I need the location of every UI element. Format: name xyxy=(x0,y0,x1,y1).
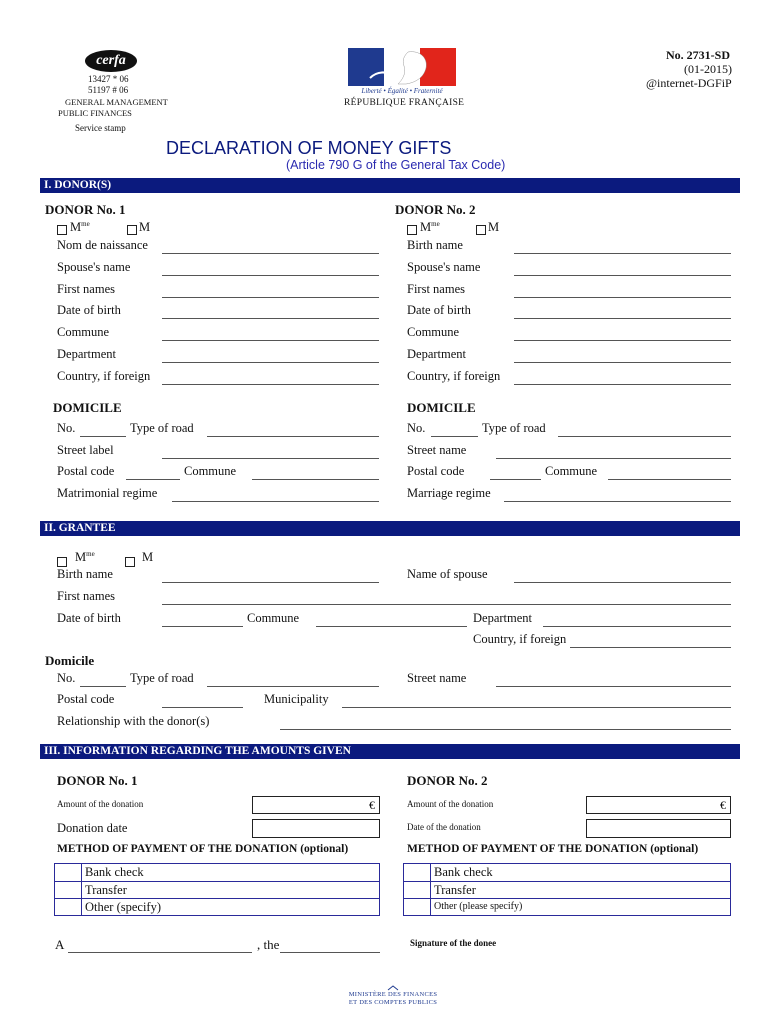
donor2-m-label: M xyxy=(488,220,500,234)
donor2-amount-label: Amount of the donation xyxy=(407,799,494,809)
donor2-date-label: Date of the donation xyxy=(407,822,481,832)
amount-donor1-title: DONOR No. 1 xyxy=(57,773,138,788)
donor2-department-label: Department xyxy=(407,347,467,361)
donor1-dom-commune-field[interactable] xyxy=(252,479,379,480)
donor2-postal-code-label: Postal code xyxy=(407,464,465,478)
donor2-payment-row-other[interactable] xyxy=(404,898,730,916)
grantee-dob-label: Date of birth xyxy=(57,611,121,625)
donor2-spouse-name-label: Spouse's name xyxy=(407,260,481,274)
donor2-m-checkbox[interactable] xyxy=(476,225,486,235)
section-donors-header: I. DONOR(S) xyxy=(40,178,740,193)
grantee-birth-name-field[interactable] xyxy=(162,582,379,583)
grantee-mme-checkbox[interactable] xyxy=(57,557,67,567)
page-subtitle: (Article 790 G of the General Tax Code) xyxy=(286,158,506,172)
donor1-amount-label: Amount of the donation xyxy=(57,799,144,809)
grantee-postal-code-label: Postal code xyxy=(57,692,115,706)
donor1-date-input[interactable] xyxy=(252,819,380,838)
grantee-spouse-name-field[interactable] xyxy=(514,582,731,583)
grantee-commune-label: Commune xyxy=(247,611,300,625)
donor2-birth-name-label: Birth name xyxy=(407,238,463,252)
euro-icon: € xyxy=(720,798,726,812)
grantee-birth-name-label: Birth name xyxy=(57,567,113,581)
donor1-payment-transfer-label: Transfer xyxy=(85,883,127,897)
page-title: DECLARATION OF MONEY GIFTS xyxy=(166,138,452,158)
grantee-street-label: Street name xyxy=(407,671,467,685)
donor2-birth-name-field[interactable] xyxy=(514,253,731,254)
donor2-dob-label: Date of birth xyxy=(407,303,471,317)
place-field[interactable] xyxy=(68,952,252,953)
grantee-commune-field[interactable] xyxy=(316,626,467,627)
donor1-domicile-title: DOMICILE xyxy=(53,400,122,415)
donor1-dob-field[interactable] xyxy=(162,318,379,319)
section-grantee-header: II. GRANTEE xyxy=(40,521,740,536)
donor1-commune-field[interactable] xyxy=(162,340,379,341)
donor1-amount-input[interactable] xyxy=(252,796,380,814)
donor1-mme-checkbox[interactable] xyxy=(57,225,67,235)
donor2-first-names-field[interactable] xyxy=(514,297,731,298)
grantee-municipality-field[interactable] xyxy=(342,707,731,708)
grantee-municipality-label: Municipality xyxy=(264,692,329,706)
euro-icon: € xyxy=(369,798,375,812)
grantee-no-field[interactable] xyxy=(80,686,126,687)
donor1-road-type-field[interactable] xyxy=(207,436,379,437)
donor1-postal-code-label: Postal code xyxy=(57,464,115,478)
donor1-street-field[interactable] xyxy=(162,458,379,459)
donor2-regime-field[interactable] xyxy=(504,501,731,502)
internet-dgfip: @internet-DGFiP xyxy=(646,76,732,90)
donor1-payment-other-label: Other (specify) xyxy=(85,900,162,914)
grantee-spouse-name-label: Name of spouse xyxy=(407,567,488,581)
donor1-department-label: Department xyxy=(57,347,117,361)
grantee-relationship-field[interactable] xyxy=(280,729,731,730)
grantee-postal-code-field[interactable] xyxy=(162,707,243,708)
donor2-payment-table xyxy=(403,863,731,916)
date-label: , the xyxy=(257,937,280,952)
donor2-date-input[interactable] xyxy=(586,819,731,838)
grantee-relationship-label: Relationship with the donor(s) xyxy=(57,714,210,728)
grantee-domicile-title: Domicile xyxy=(45,653,95,668)
donor1-road-type-label: Type of road xyxy=(130,421,194,435)
donor1-m-checkbox[interactable] xyxy=(127,225,137,235)
grantee-department-field[interactable] xyxy=(543,626,731,627)
donor1-country-label: Country, if foreign xyxy=(57,369,151,383)
cerfa-number-2: 51197 # 06 xyxy=(88,85,129,95)
donor1-payment-check-label: Bank check xyxy=(85,865,144,879)
donor2-title: DONOR No. 2 xyxy=(395,202,476,217)
section-amounts-header: III. INFORMATION REGARDING THE AMOUNTS GIVEN xyxy=(40,744,740,759)
donor1-date-label: Donation date xyxy=(57,821,128,835)
marianne-profile-icon xyxy=(348,48,456,86)
donor1-spouse-name-label: Spouse's name xyxy=(57,260,131,274)
grantee-country-field[interactable] xyxy=(570,647,731,648)
grantee-road-type-label: Type of road xyxy=(130,671,194,685)
ministry-logo xyxy=(338,985,448,1007)
donor1-payment-row-check[interactable] xyxy=(55,864,379,881)
donor2-domicile-title: DOMICILE xyxy=(407,400,476,415)
signature-date-field[interactable] xyxy=(280,952,380,953)
donor2-no-field[interactable] xyxy=(431,436,478,437)
grantee-street-field[interactable] xyxy=(496,686,731,687)
donor2-payment-row-transfer[interactable] xyxy=(404,881,730,899)
grantee-road-type-field[interactable] xyxy=(207,686,379,687)
donor2-street-label: Street name xyxy=(407,443,467,457)
donor1-first-names-field[interactable] xyxy=(162,297,379,298)
donor2-department-field[interactable] xyxy=(514,362,731,363)
donor2-payment-row-check[interactable] xyxy=(404,864,730,881)
grantee-dob-field[interactable] xyxy=(162,626,243,627)
donor1-title: DONOR No. 1 xyxy=(45,202,126,217)
marianne-logo xyxy=(348,48,456,86)
donor2-payment-transfer-label: Transfer xyxy=(434,883,476,897)
motto: Liberté • Égalité • Fraternité xyxy=(361,87,443,95)
public-finances: PUBLIC FINANCES xyxy=(58,108,132,118)
donor1-first-names-label: First names xyxy=(57,282,115,296)
donor2-payment-other-label: Other (please specify) xyxy=(434,901,523,912)
donor1-dom-commune-label: Commune xyxy=(184,464,237,478)
donor2-country-label: Country, if foreign xyxy=(407,369,501,383)
donor1-no-field[interactable] xyxy=(80,436,126,437)
donor1-payment-row-transfer[interactable] xyxy=(55,881,379,899)
donor2-spouse-name-field[interactable] xyxy=(514,275,731,276)
cerfa-logo: cerfa xyxy=(85,50,137,72)
donor2-first-names-label: First names xyxy=(407,282,465,296)
cerfa-number-1: 13427 * 06 xyxy=(88,74,129,84)
grantee-m-label: M xyxy=(142,550,154,564)
donor2-commune-label: Commune xyxy=(407,325,460,339)
grantee-first-names-label: First names xyxy=(57,589,115,603)
grantee-country-label: Country, if foreign xyxy=(473,632,567,646)
donor2-amount-input[interactable] xyxy=(586,796,731,814)
donor2-mme-label: $M^{me}$ xyxy=(420,220,440,235)
donor1-spouse-name-field[interactable] xyxy=(162,275,379,276)
donor2-road-type-field[interactable] xyxy=(558,436,731,437)
donor2-country-field[interactable] xyxy=(514,384,731,385)
donor1-birth-name-label: Nom de naissance xyxy=(57,238,148,252)
signature-label: Signature of the donee xyxy=(410,938,497,948)
grantee-mme-label: $M^{me}$ xyxy=(75,550,95,565)
donor2-commune-field[interactable] xyxy=(514,340,731,341)
donor2-method-title: METHOD OF PAYMENT OF THE DONATION (optional) xyxy=(407,843,699,855)
amount-donor2-title: DONOR No. 2 xyxy=(407,773,488,788)
grantee-first-names-field[interactable] xyxy=(162,604,731,605)
donor1-dob-label: Date of birth xyxy=(57,303,121,317)
ministry-line-1: MINISTÈRE DES FINANCES xyxy=(348,991,438,998)
service-stamp: Service stamp xyxy=(75,123,126,133)
donor2-payment-check-label: Bank check xyxy=(434,865,493,879)
donor1-m-label: M xyxy=(139,220,151,234)
donor1-method-title: METHOD OF PAYMENT OF THE DONATION (optional) xyxy=(57,843,349,855)
donor1-regime-field[interactable] xyxy=(172,501,379,502)
donor2-regime-label: Marriage regime xyxy=(407,486,491,500)
donor1-no-label: No. xyxy=(57,421,76,435)
donor1-mme-label: $M^{me}$ xyxy=(70,220,90,235)
donor1-street-label: Street label xyxy=(57,443,114,457)
donor2-mme-checkbox[interactable] xyxy=(407,225,417,235)
grantee-no-label: No. xyxy=(57,671,76,685)
donor1-payment-table xyxy=(54,863,380,916)
donor1-birth-name-field[interactable] xyxy=(162,253,379,254)
donor1-country-field[interactable] xyxy=(162,384,379,385)
republic: RÉPUBLIQUE FRANÇAISE xyxy=(344,98,465,108)
donor1-commune-label: Commune xyxy=(57,325,110,339)
ministry-line-2: ET DES COMPTES PUBLICS xyxy=(348,999,438,1006)
donor2-dom-commune-field[interactable] xyxy=(608,479,731,480)
donor2-street-field[interactable] xyxy=(496,458,731,459)
form-number: No. 2731-SD xyxy=(666,48,731,62)
donor2-dob-field[interactable] xyxy=(514,318,731,319)
donor2-road-type-label: Type of road xyxy=(482,421,546,435)
grantee-department-label: Department xyxy=(473,611,533,625)
form-date: (01-2015) xyxy=(684,62,732,76)
donor1-department-field[interactable] xyxy=(162,362,379,363)
donor1-regime-label: Matrimonial regime xyxy=(57,486,158,500)
grantee-m-checkbox[interactable] xyxy=(125,557,135,567)
donor2-postal-code-field[interactable] xyxy=(490,479,541,480)
donor2-no-label: No. xyxy=(407,421,426,435)
donor1-postal-code-field[interactable] xyxy=(126,479,180,480)
place-label: A xyxy=(55,937,65,952)
general-management: GENERAL MANAGEMENT xyxy=(65,97,168,107)
donor2-dom-commune-label: Commune xyxy=(545,464,598,478)
donor1-payment-row-other[interactable] xyxy=(55,898,379,916)
